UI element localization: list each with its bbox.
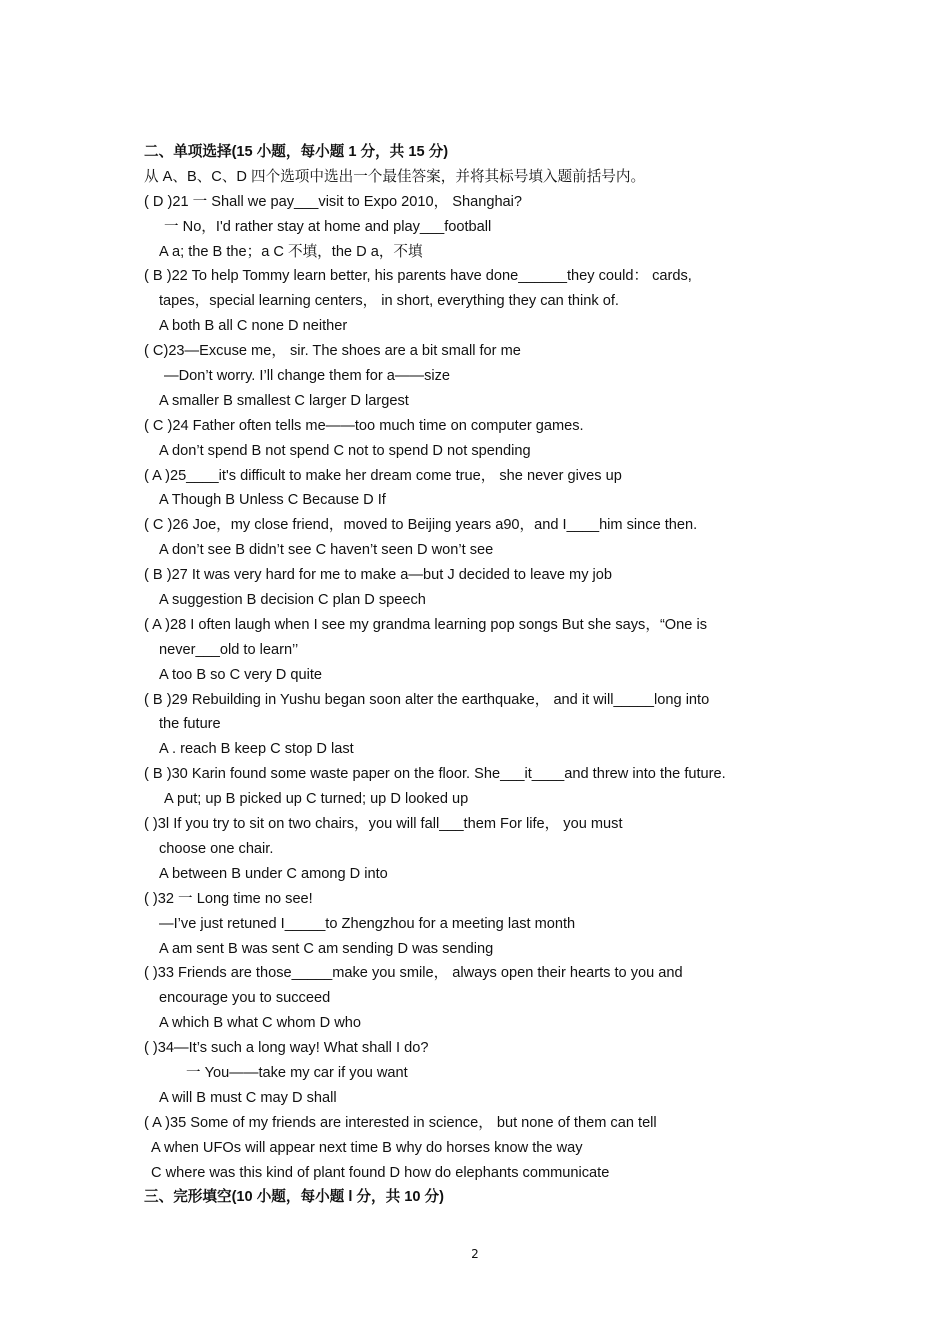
text-line: the future <box>159 716 221 733</box>
text-line: ( C)23—Excuse me， sir. The shoes are a bit small for me <box>144 343 521 360</box>
text-line: ( A )25____it's difficult to make her dream come true， she never gives up <box>144 467 622 484</box>
text-line: ( B )27 It was very hard for me to make a—but J decided to leave my job <box>144 567 613 584</box>
text-line: A . reach B keep C stop D last <box>159 741 354 758</box>
text-line: ( A )28 I often laugh when I see my grandma learning pop songs But she says，“One is <box>144 616 707 633</box>
text-line: A don’t spend B not spend C not to spend D not spending <box>159 442 531 459</box>
text-line: tapes，special learning centers， in short, everything they can think of. <box>159 293 619 310</box>
text-line: ( )34—It’s such a long way! What shall I do? <box>144 1040 429 1057</box>
text-line: ( C )24 Father often tells me——too much time on computer games. <box>144 417 584 434</box>
text-line: choose one chair. <box>159 840 274 857</box>
text-line: ( B )29 Rebuilding in Yushu began soon alter the earthquake， and it will_____long into <box>144 691 710 708</box>
section-heading: 二、单项选择(15 小题，每小题 1 分，共 15 分) <box>144 144 449 160</box>
text-line: —Don’t worry. I’ll change them for a——size <box>164 368 451 385</box>
text-line: A am sent B was sent C am sending D was sending <box>159 940 494 957</box>
text-line: A too B so C very D quite <box>159 666 323 683</box>
text-line: ( B )30 Karin found some waste paper on the floor. She___it____and threw into the future. <box>144 766 726 783</box>
text-line: 一 No，I'd rather stay at home and play___football <box>164 218 492 235</box>
text-line: ( A )35 Some of my friends are interested in science， but none of them can tell <box>144 1114 657 1131</box>
text-line: ( C )26 Joe，my close friend，moved to Beijing years a90，and I____him since then. <box>144 517 698 534</box>
text-line: 一 You——take my car if you want <box>186 1064 408 1081</box>
text-line: A smaller B smallest C larger D largest <box>159 392 409 409</box>
text-line: ( )3l If you try to sit on two chairs，you will fall___them For life， you must <box>144 816 623 833</box>
text-line: A suggestion B decision C plan D speech <box>159 592 426 609</box>
text-line: A which B what C whom D who <box>159 1015 361 1032</box>
text-line: A when UFOs will appear next time B why do horses know the way <box>151 1139 583 1156</box>
text-line: ( D )21 一 Shall we pay___visit to Expo 2010， Shanghai? <box>144 193 523 210</box>
text-line: —I’ve just retuned I_____to Zhengzhou for a meeting last month <box>159 915 576 932</box>
exam-content <box>144 140 844 1210</box>
text-line: A don’t see B didn’t see C haven’t seen D won’t see <box>159 542 494 559</box>
text-line: ( )33 Friends are those_____make you smile， always open their hearts to you and <box>144 965 683 982</box>
text-line: A put; up B picked up C turned; up D looked up <box>164 791 469 808</box>
text-line: A between B under C among D into <box>159 865 388 882</box>
text-line: C where was this kind of plant found D how do elephants communicate <box>151 1164 610 1181</box>
text-line: ( )32 一 Long time no see! <box>144 890 313 907</box>
text-line: A will B must C may D shall <box>159 1089 337 1106</box>
text-line: A both B all C none D neither <box>159 318 348 335</box>
text-line: A Though B Unless C Because D If <box>159 492 386 509</box>
page-number: 2 <box>471 1247 479 1261</box>
text-line: 从 A、B、C、D 四个选项中选出一个最佳答案，并将其标号填入题前括号内。 <box>144 168 646 185</box>
text-line: A a; the B the；a C 不填，the D a，不填 <box>159 243 423 260</box>
section-heading: 三、完形填空(10 小题，每小题 l 分，共 10 分) <box>144 1189 445 1206</box>
text-line: encourage you to succeed <box>159 990 331 1007</box>
text-line: never___old to learn’’ <box>159 641 299 658</box>
text-line: ( B )22 To help Tommy learn better, his parents have done______they could： cards, <box>144 268 692 285</box>
